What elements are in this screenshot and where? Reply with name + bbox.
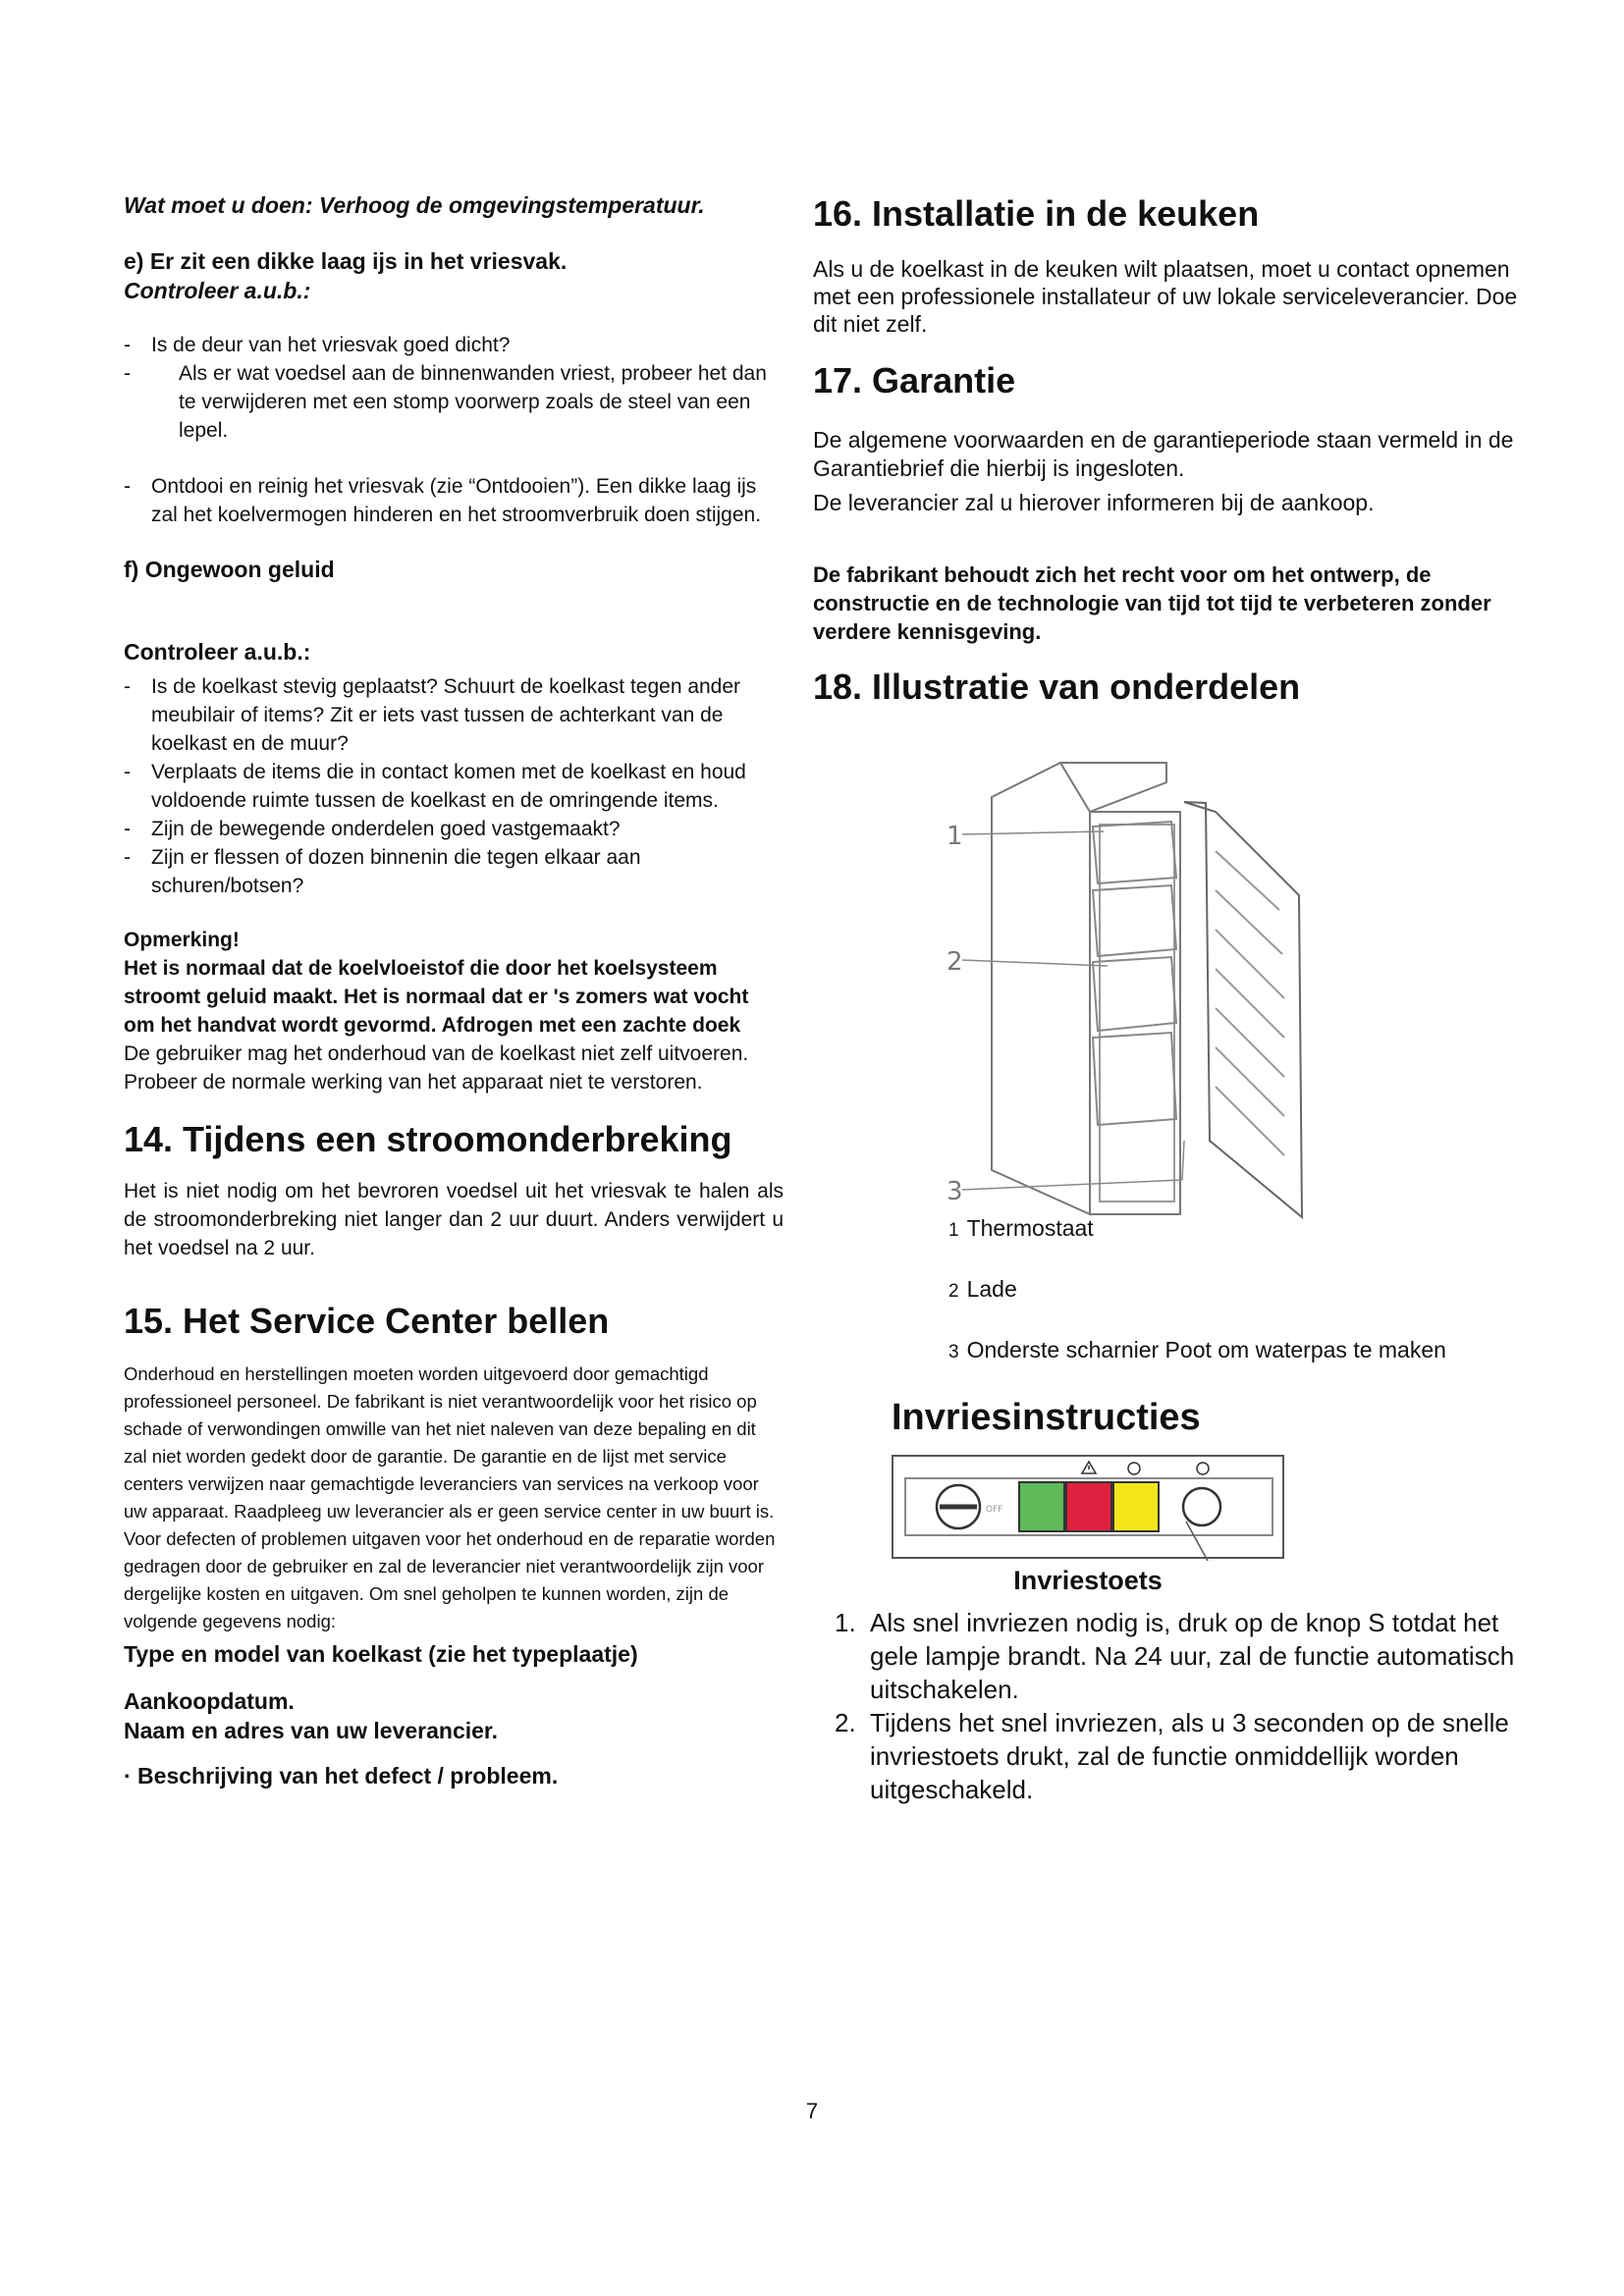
section-17-title: 17. Garantie — [813, 360, 1016, 400]
part-label: Lade — [966, 1276, 1017, 1302]
section-16-text: Als u de koelkast in de keuken wilt plaatsen, moet u contact opnemen met een professionele installateur of uw lokale serviceleverancier. Doe dit niet zelf. — [813, 256, 1518, 337]
f-title: f) Ongewoon geluid — [124, 557, 335, 582]
part-label: Onderste scharnier Poot om waterpas te maken — [966, 1337, 1446, 1362]
part-number: 1 — [948, 1220, 959, 1241]
freeze-steps — [835, 1606, 1520, 1806]
green-light — [1019, 1482, 1064, 1531]
section-17-text-2: De leverancier zal u hierover informeren bij de aankoop. — [813, 490, 1375, 515]
dial-off-label: OFF — [986, 1505, 1003, 1515]
part-item — [813, 1335, 1520, 1367]
callout-3: 3 — [947, 1177, 963, 1206]
freeze-step — [835, 1706, 1520, 1806]
section-17-text-1: De algemene voorwaarden en de garantieperiode staan vermeld in de Garantiebrief die hierbij is ingesloten. — [813, 427, 1514, 481]
section-14-text: Het is niet nodig om het bevroren voedsel uit het vriesvak te halen als de stroomonderbreking niet langer dan 2 uur duurt. Anders verwijdert u het voedsel na 2 uur. — [124, 1180, 784, 1259]
callout-2: 2 — [947, 947, 963, 977]
e-title: e) Er zit een dikke laag ijs in het vriesvak. — [124, 248, 568, 274]
freezer-drawing — [813, 709, 1520, 1219]
note-label: Opmerking! — [124, 929, 240, 951]
right-column — [813, 192, 1520, 1806]
step-number: 1. — [835, 1608, 856, 1637]
control-panel-drawing — [892, 1455, 1284, 1561]
intro-action: Wat moet u doen: Verhoog de omgevingstemperatuur. — [124, 192, 705, 218]
fast-freeze-button[interactable] — [1183, 1488, 1220, 1525]
page-number: 7 — [805, 2099, 819, 2123]
left-column — [124, 192, 784, 1790]
service-purchase-date: Aankoopdatum. — [124, 1688, 295, 1714]
part-number: 3 — [948, 1342, 959, 1362]
section-16-title: 16. Installatie in de keuken — [813, 193, 1260, 234]
f-check: Controleer a.u.b.: — [124, 639, 311, 665]
section-18-title: 18. Illustratie van onderdelen — [813, 667, 1301, 707]
e-check: Controleer a.u.b.: — [124, 278, 311, 303]
f-list — [124, 672, 784, 900]
callout-1: 1 — [947, 822, 963, 851]
control-panel — [892, 1455, 1284, 1596]
e-item-scrape: - Als er wat voedsel aan de binnenwanden vriest, probeer het dan te verwijderen met een stomp voorwerp zoals de steel van een lepel. — [124, 359, 784, 445]
yellow-light — [1113, 1482, 1159, 1531]
section-15-title: 15. Het Service Center bellen — [124, 1301, 610, 1341]
red-light — [1066, 1482, 1111, 1531]
parts-list — [813, 1213, 1520, 1367]
service-dealer-address: Naam en adres van uw leverancier. — [124, 1718, 498, 1743]
section-14-title: 14. Tijdens een stroomonderbreking — [124, 1119, 732, 1159]
section-15-text: Onderhoud en herstellingen moeten worden uitgevoerd door gemachtigd professioneel personeel. De fabrikant is niet verantwoordelijk voor het risico op schade of verwondingen omwille van het niet naleven van deze bepaling en dit zal niet worden gedekt door de garantie. De garantie en de lijst met service centers verwijzen naar gemachtigde leveranciers van services na verkoop voor uw apparaat. Raadpleeg uw leverancier als er geen service center in uw buurt is. Voor defecten of problemen uitgaven voor het onderhoud en de reparatie worden gedragen door de gebruiker en zal de leverancier niet verantwoordelijk zijn voor dergelijke kosten en uitgaven. Om snel geholpen te kunnen worden, zijn de volgende gegevens nodig: — [124, 1363, 776, 1631]
part-number: 2 — [948, 1281, 959, 1302]
service-type-model: Type en model van koelkast (zie het typeplaatje) — [124, 1641, 638, 1667]
note-text: De gebruiker mag het onderhoud van de koelkast niet zelf uitvoeren. Probeer de normale werking van het apparaat niet te verstoren. — [124, 1042, 749, 1094]
service-defect-description: · Beschrijving van het defect / probleem. — [124, 1763, 559, 1789]
note-bold-text: Het is normaal dat de koelvloeistof die door het koelsysteem stroomt geluid maakt. Het is normaal dat er 's zomers wat vocht om het handvat wordt gevormd. Afdrogen met een zachte doek — [124, 957, 749, 1037]
section-17-disclaimer: De fabrikant behoudt zich het recht voor om het ontwerp, de constructie en de technologie van tijd tot tijd te verbeteren zonder verdere kennisgeving. — [813, 562, 1491, 644]
step-text: Als snel invriezen nodig is, druk op de knop S totdat het gele lampje brandt. Na 24 uur, zal de functie automatisch uitschakelen. — [870, 1608, 1515, 1704]
f-item-space: - Verplaats de items die in contact komen met de koelkast en houd voldoende ruimte tussen de koelkast en de omringende items. — [124, 758, 784, 815]
f-item-stable: - Is de koelkast stevig geplaatst? Schuurt de koelkast tegen ander meubilair of items? Zit er iets vast tussen de achterkant van de koelkast en de muur? — [124, 672, 784, 758]
freeze-instructions-title: Invriesinstructies — [892, 1397, 1201, 1438]
f-item-parts: - Zijn de bewegende onderdelen goed vastgemaakt? — [124, 815, 784, 843]
freeze-step — [835, 1606, 1520, 1706]
e-item-door: - Is de deur van het vriesvak goed dicht? — [124, 331, 784, 359]
part-item — [813, 1274, 1520, 1307]
freezer-illustration — [813, 709, 1520, 1219]
f-item-bottles: - Zijn er flessen of dozen binnenin die tegen elkaar aan schuren/botsen? — [124, 843, 784, 900]
step-number: 2. — [835, 1708, 856, 1737]
e-item-defrost: - Ontdooi en reinig het vriesvak (zie “Ontdooien”). Een dikke laag ijs zal het koelvermogen hinderen en het stroomverbruik doen stijgen. — [124, 472, 784, 529]
step-text: Tijdens het snel invriezen, als u 3 seconden op de snelle invriestoets drukt, zal de functie onmiddellijk worden uitgeschakeld. — [870, 1708, 1509, 1804]
part-label: Thermostaat — [966, 1215, 1094, 1241]
control-panel-caption: Invriestoets — [1013, 1566, 1163, 1595]
e-list — [124, 331, 784, 529]
